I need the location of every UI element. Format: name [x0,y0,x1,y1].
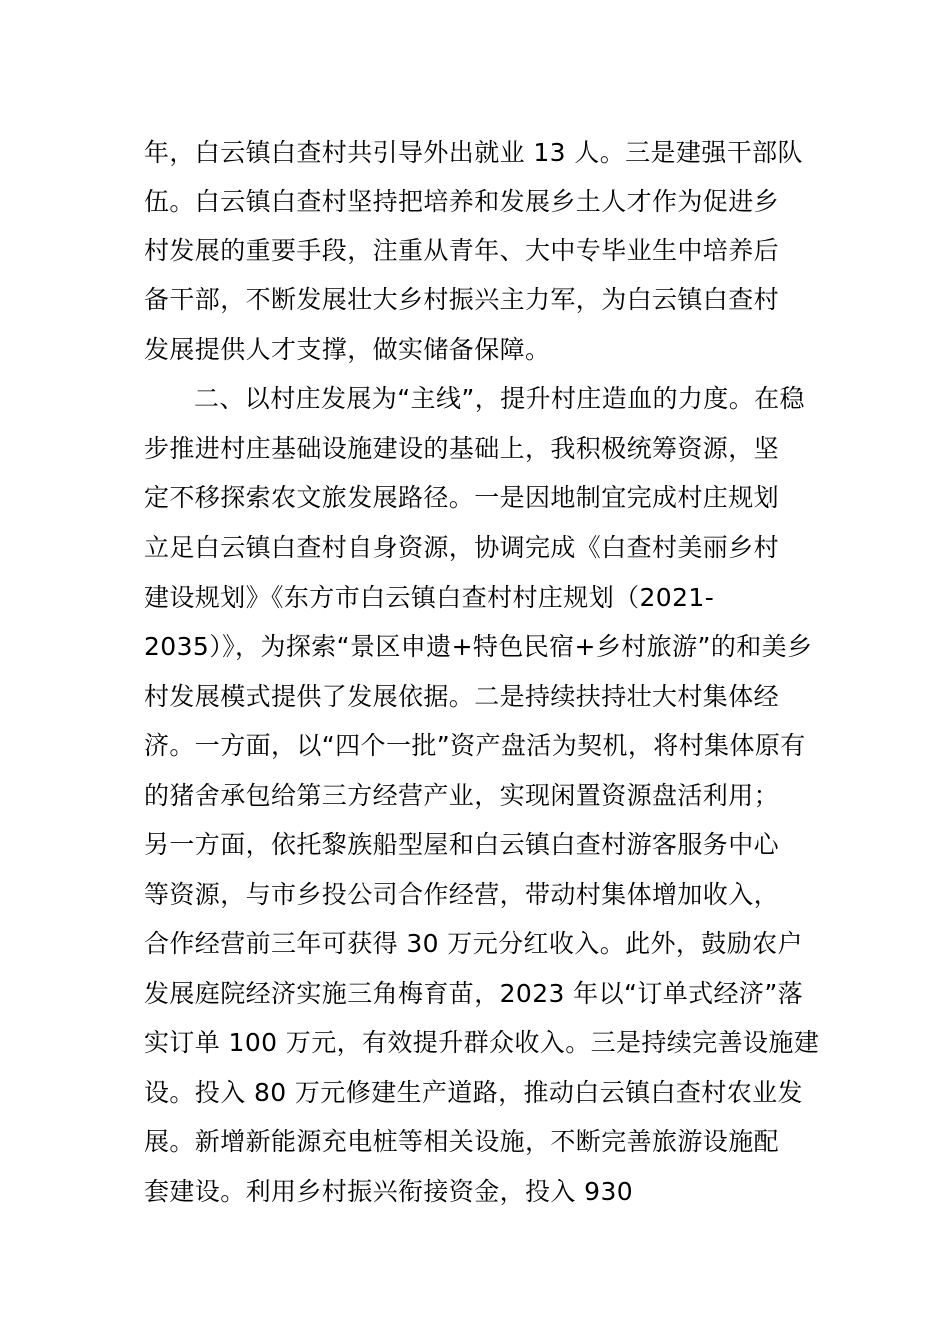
text-line: 等资源，与市乡投公司合作经营，带动村集体增加收入， [144,880,780,909]
text-line: 定不移探索农文旅发展路径。一是因地制宜完成村庄规划 [144,483,780,512]
text-line: 展。新增新能源充电桩等相关设施，不断完善旅游设施配 [144,1127,780,1156]
text-line: 立足白云镇白查村自身资源，协调完成《白查村美丽乡村 [144,533,780,562]
text-line: 年，白云镇白查村共引导外出就业 13 人。三是建强干部队 [144,138,803,167]
text-line: 发展庭院经济实施三角梅育苗，2023 年以“订单式经济”落 [144,979,804,1008]
text-line: 2035）》，为探索“景区申遗+特色民宿+乡村旅游”的和美乡 [144,632,813,661]
text-line: 村发展模式提供了发展依据。二是持续扶持壮大村集体经 [144,682,780,711]
text-line: 合作经营前三年可获得 30 万元分红收入。此外，鼓励农户 [144,929,803,958]
text-line: 步推进村庄基础设施建设的基础上，我积极统筹资源，坚 [144,434,780,463]
text-line: 伍。白云镇白查村坚持把培养和发展乡土人才作为促进乡 [144,187,780,216]
text-line: 实订单 100 万元，有效提升群众收入。三是持续完善设施建 [144,1028,820,1057]
text-line: 建设规划》《东方市白云镇白查村村庄规划（2021- [144,583,715,612]
text-line: 另一方面，依托黎族船型屋和白云镇白查村游客服务中心 [144,830,780,859]
text-line: 的猪舍承包给第三方经营产业，实现闲置资源盘活利用； [144,781,780,810]
text-line: 设。投入 80 万元修建生产道路，推动白云镇白查村农业发 [144,1078,803,1107]
paragraph-first-line: 二、以村庄发展为“主线”，提升村庄造血的力度。在稳 [194,384,805,413]
text-line: 济。一方面，以“四个一批”资产盘活为契机，将村集体原有 [144,731,806,760]
text-line: 村发展的重要手段，注重从青年、大中专毕业生中培养后 [144,236,780,265]
text-line: 发展提供人才支撑，做实储备保障。 [144,335,551,364]
text-line: 备干部，不断发展壮大乡村振兴主力军，为白云镇白查村 [144,285,780,314]
text-line: 套建设。利用乡村振兴衔接资金，投入 930 [144,1177,634,1206]
